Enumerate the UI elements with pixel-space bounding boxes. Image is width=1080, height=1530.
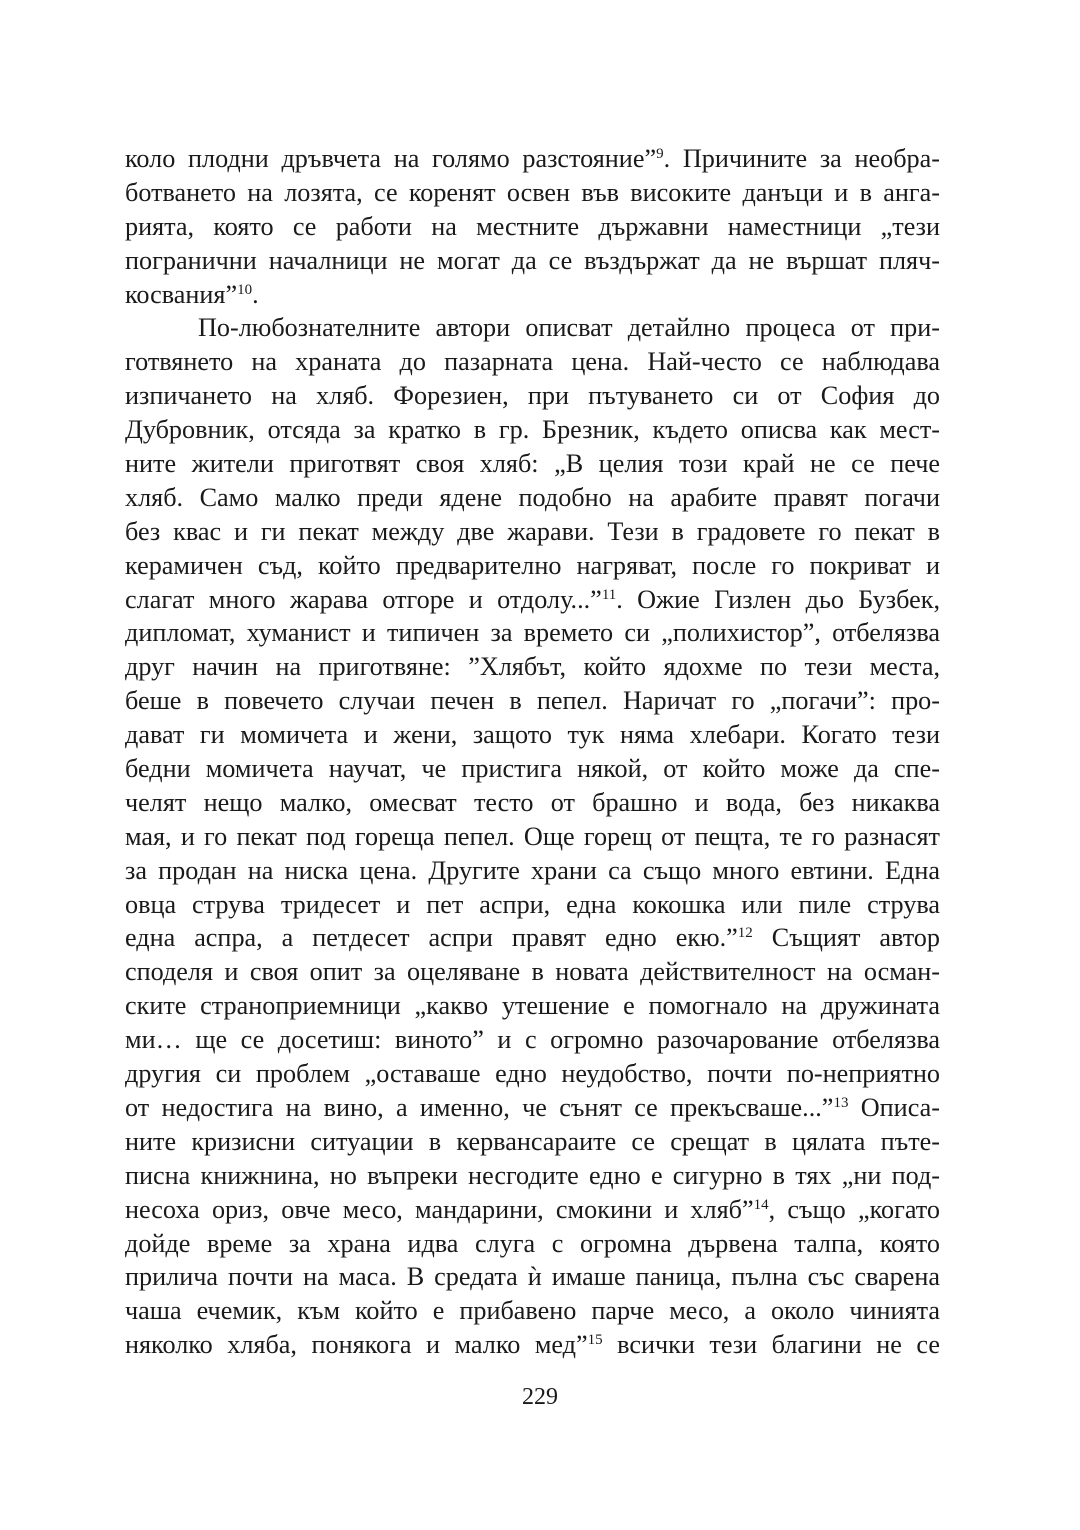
text-line <box>125 345 940 379</box>
text-line <box>125 1294 940 1328</box>
text-line <box>125 1023 940 1057</box>
text-line <box>125 1057 940 1091</box>
line-text: Дубровник, отсяда за кратко в гр. Брезник, където описва как мест- <box>125 415 940 445</box>
line-text: По-любознателните автори описват детайлно процеса от при- <box>198 313 940 343</box>
line-text: изпичането на хляб. Форезиен, при пътуването си от София до <box>125 381 940 411</box>
line-text: . <box>252 279 259 309</box>
line-text: чаша ечемик, към който е прибавено парче месо, а около чинията <box>125 1296 940 1326</box>
footnote-ref: 14 <box>753 1196 769 1213</box>
line-text: Същият автор <box>752 923 940 953</box>
line-text: без квас и ги пекат между две жарави. Тези в градовете го пекат в <box>125 516 940 546</box>
text-line <box>125 718 940 752</box>
line-text: рията, която се работи на местните държавни наместници „тези <box>125 211 940 241</box>
text-line <box>125 684 940 718</box>
footnote-ref: 13 <box>833 1094 849 1111</box>
text-line <box>125 955 940 989</box>
line-text: от недостига на вино, а именно, че сънят се прекъсваше...” <box>125 1092 834 1122</box>
line-text: . Причините за необра- <box>663 144 940 173</box>
text-line <box>125 278 940 312</box>
line-text: . Ожие Гизлен дьо Бузбек, <box>616 584 940 614</box>
line-text: няколко хляба, понякога и малко мед” <box>125 1330 588 1360</box>
line-text: ми… ще се досетиш: виното” и с огромно разочарование отбелязва <box>125 1025 940 1055</box>
text-line <box>125 583 940 617</box>
text-line <box>125 650 940 684</box>
text-line <box>125 989 940 1023</box>
text-line <box>125 481 940 515</box>
line-text: мая, и го пекат под гореща пепел. Още горещ от пещта, те го разнасят <box>125 821 940 851</box>
line-text: несоха ориз, овче месо, мандарини, смокини и хляб” <box>125 1194 754 1224</box>
text-line <box>125 379 940 413</box>
text-line <box>125 210 940 244</box>
text-line <box>125 888 940 922</box>
line-text: дойде време за храна идва слуга с огромна дървена талпа, която <box>125 1228 940 1258</box>
line-text: ските страноприемници „какво утешение е помогнало на дружината <box>125 991 940 1021</box>
text-line <box>125 176 940 210</box>
text-line <box>125 311 940 345</box>
text-line <box>125 142 940 176</box>
text-line <box>125 515 940 549</box>
footnote-ref: 12 <box>737 925 753 942</box>
text-line <box>125 921 940 955</box>
line-text: керамичен съд, който предварително нагряват, после го покриват и <box>125 550 940 580</box>
text-line <box>125 1227 940 1261</box>
text-line <box>125 1328 940 1362</box>
line-text: челят нещо малко, омесват тесто от брашно и вода, без никаква <box>125 787 940 817</box>
text-line <box>125 413 940 447</box>
line-text: бедни момичета научат, че пристига някой, от който може да спе- <box>125 754 940 784</box>
footnote-ref: 15 <box>587 1332 603 1349</box>
line-text: хляб. Само малко преди ядене подобно на арабите правят погачи <box>125 482 940 512</box>
footnote-ref: 9 <box>656 146 664 162</box>
line-text: слагат много жарава отгоре и отдолу...” <box>125 584 602 614</box>
text-line <box>125 1091 940 1125</box>
line-text: беше в повечето случаи печен в пепел. Наричат го „погачи”: про- <box>125 686 940 716</box>
line-text: дават ги момичета и жени, защото тук няма хлебари. Когато тези <box>125 720 940 750</box>
text-line <box>125 1125 940 1159</box>
line-text: готвянето на храната до пазарната цена. Най-често се наблюдава <box>125 347 940 377</box>
text-line <box>125 447 940 481</box>
line-text: , също „когато <box>768 1194 940 1224</box>
line-text: ните кризисни ситуации в кервансараите се срещат в цялата пъте- <box>125 1126 940 1156</box>
line-text: овца струва тридесет и пет аспри, една кокошка или пиле струва <box>125 889 940 919</box>
line-text: всички тези благини не се <box>602 1330 941 1360</box>
text-line <box>125 752 940 786</box>
line-text: ботването на лозята, се коренят освен във високите данъци и в анга- <box>125 177 940 207</box>
text-line <box>125 820 940 854</box>
body-text <box>125 142 940 1362</box>
text-line <box>125 549 940 583</box>
line-text: Описа- <box>848 1092 940 1122</box>
line-text: погранични началници не могат да се въздържат да не вършат пляч- <box>125 245 940 275</box>
page-number: 229 <box>522 1384 558 1410</box>
line-text: една аспра, а петдесет аспри правят едно екю.” <box>125 923 738 953</box>
line-text: друг начин на приготвяне: ”Хлябът, който ядохме по тези места, <box>125 652 940 682</box>
footnote-ref: 11 <box>601 586 617 603</box>
text-line <box>125 1260 940 1294</box>
text-line <box>125 786 940 820</box>
line-text: писна книжнина, но въпреки несгодите едно е сигурно в тях „ни под- <box>125 1160 940 1190</box>
text-line <box>125 1159 940 1193</box>
footnote-ref: 10 <box>237 281 253 298</box>
line-text: прилича почти на маса. В средата ѝ имаше паница, пълна със сварена <box>125 1262 940 1292</box>
line-text: споделя и своя опит за оцеляване в новата действителност на осман- <box>125 957 940 987</box>
line-text: коло плодни дръвчета на голямо разстояние” <box>125 144 657 173</box>
line-text: дипломат, хуманист и типичен за времето си „полихистор”, отбелязва <box>125 618 940 648</box>
text-line <box>125 616 940 650</box>
line-text: другия си проблем „оставаше едно неудобство, почти по-неприятно <box>125 1059 940 1089</box>
line-text: ните жители приготвят своя хляб: „В целия този край не се пече <box>125 449 940 479</box>
line-text: за продан на ниска цена. Другите храни са също много евтини. Една <box>125 855 940 885</box>
text-line <box>125 1193 940 1227</box>
text-line <box>125 854 940 888</box>
text-line <box>125 244 940 278</box>
line-text: косвания” <box>125 279 238 309</box>
